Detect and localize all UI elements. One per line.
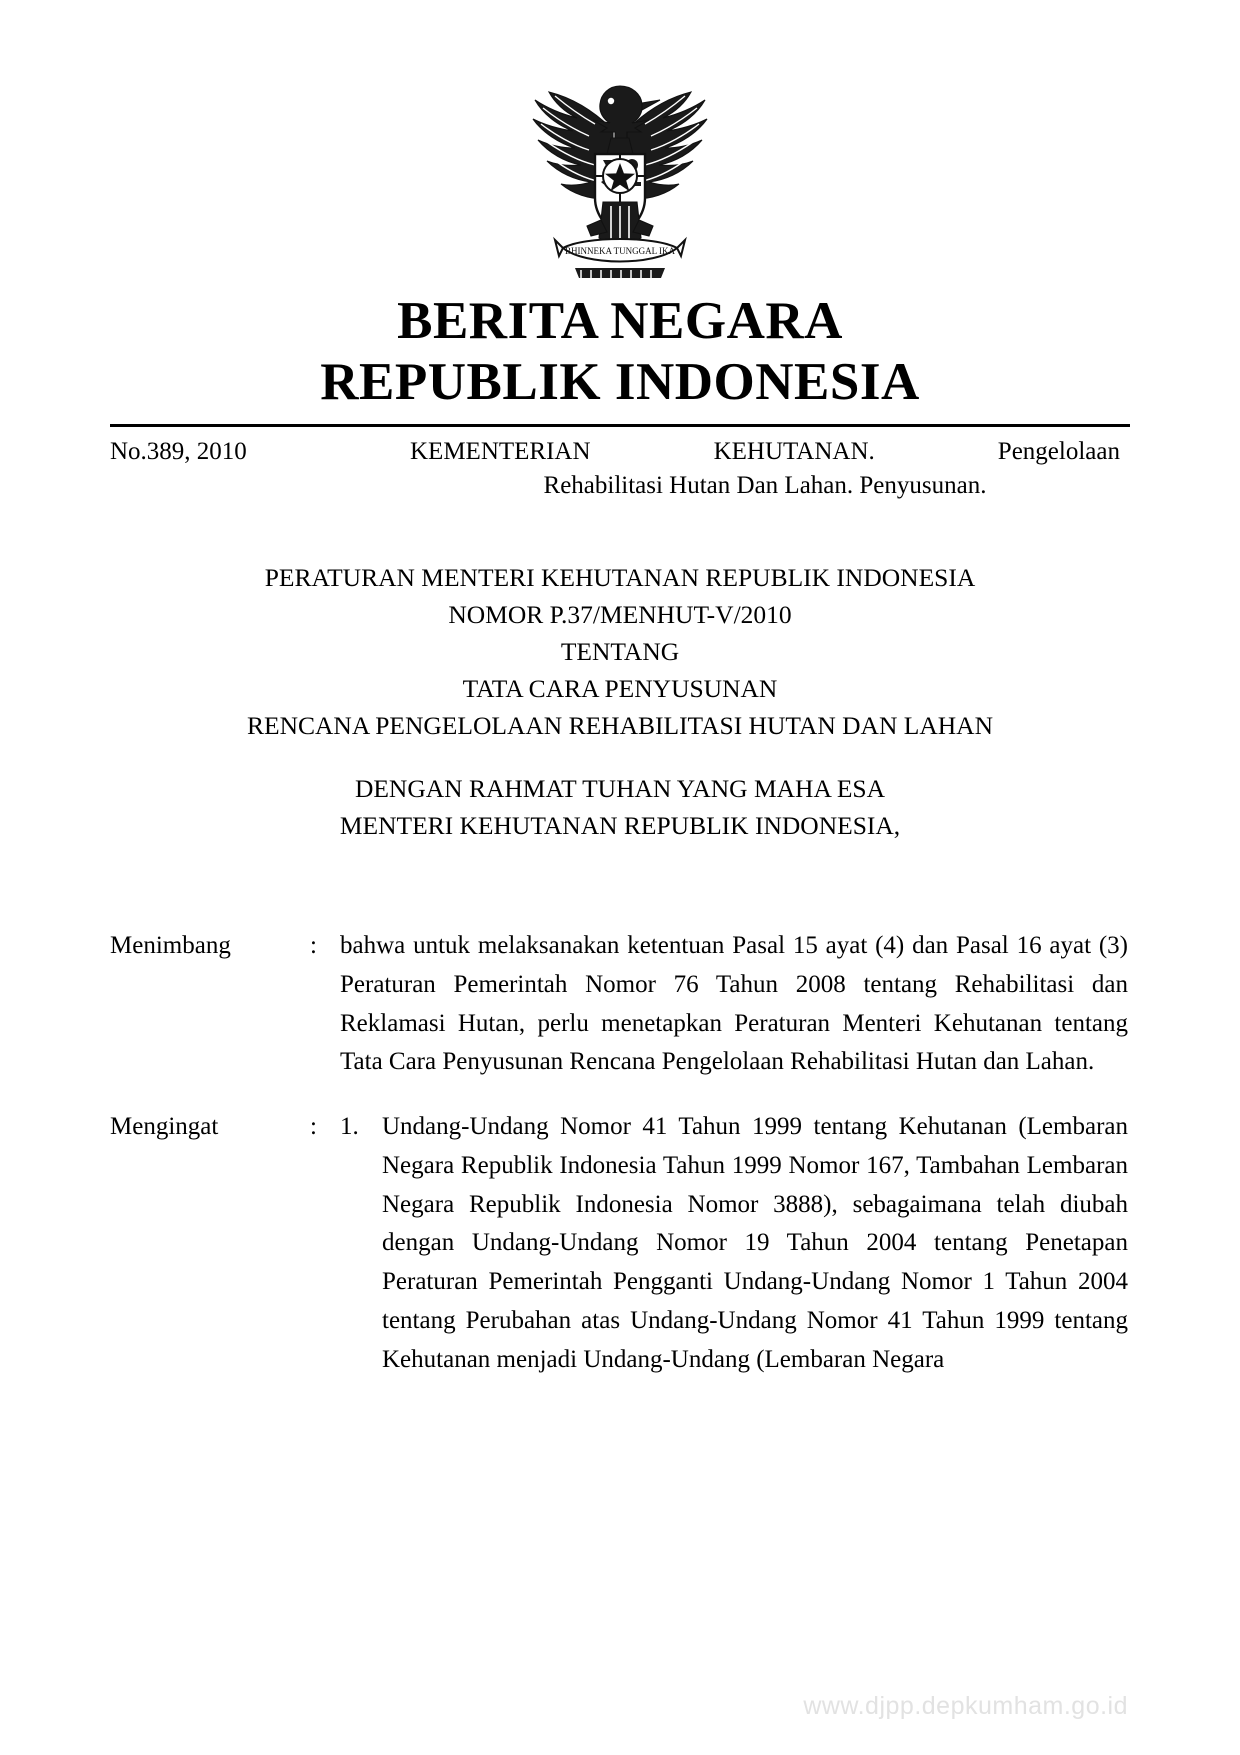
clause-label: Menimbang: [110, 932, 231, 960]
clause-text: bahwa untuk melaksanakan ketentuan Pasal 15 ayat (4) dan Pasal 16 ayat (3) Peraturan Pemerintah Nomor 76 Tahun 2008 tentang Rehabilitasi dan Reklamasi Hutan, perlu menetapkan Peraturan Menteri Kehutanan tentang Tata Cara Penyusunan Rencana Pengelolaan Rehabilitasi Hutan dan Lahan.: [340, 932, 1128, 1076]
emblem-container: [110, 70, 1130, 285]
list-item: [340, 1108, 1128, 1379]
title-line-5: RENCANA PENGELOLAAN REHABILITASI HUTAN DAN LAHAN: [247, 711, 993, 741]
clause-list: [110, 927, 1130, 1379]
masthead: [110, 291, 1130, 414]
issue-line: [110, 435, 1130, 503]
title-line-1: PERATURAN MENTERI KEHUTANAN REPUBLIK INDONESIA: [264, 563, 976, 593]
clause-label: Mengingat: [110, 1113, 219, 1141]
title-line-2: NOMOR P.37/MENHUT-V/2010: [448, 600, 792, 630]
issue-description-line-2: Rehabilitasi Hutan Dan Lahan. Penyusunan.: [543, 471, 987, 499]
list-item-number: 1.: [340, 1113, 359, 1141]
svg-text:BHINNEKA TUNGGAL IKA: BHINNEKA TUNGGAL IKA: [565, 246, 675, 256]
subtitle-line-1: DENGAN RAHMAT TUHAN YANG MAHA ESA: [354, 774, 886, 804]
clause-menimbang: [110, 927, 1130, 1082]
clause-colon: :: [310, 932, 317, 960]
list-item-text: Undang-Undang Nomor 41 Tahun 1999 tentang Kehutanan (Lembaran Negara Republik Indonesia Tahun 1999 Nomor 167, Tambahan Lembaran Negara Republik Indonesia Nomor 3888), sebagaimana telah diubah dengan Undang-Undang Nomor 19 Tahun 2004 tentang Penetapan Peraturan Pemerintah Pengganti Undang-Undang Nomor 1 Tahun 2004 tentang Perubahan atas Undang-Undang Nomor 41 Tahun 1999 tentang Kehutanan menjadi Undang-Undang (Lembaran Negara: [382, 1113, 1128, 1373]
issue-number: No.389, 2010: [110, 437, 247, 465]
clause-body: [340, 1108, 1130, 1379]
title-line-3: TENTANG: [560, 637, 680, 667]
masthead-line-2: REPUBLIK INDONESIA: [320, 353, 920, 412]
title-line-4: TATA CARA PENYUSUNAN: [462, 674, 778, 704]
issue-description: [410, 435, 1130, 503]
regulation-title: [110, 560, 1130, 745]
clause-mengingat: [110, 1108, 1130, 1379]
footer-watermark: www.djpp.depkumham.go.id: [803, 1692, 1128, 1720]
issue-description-line-1: KEMENTERIAN KEHUTANAN. Pengelolaan: [410, 437, 1120, 465]
masthead-divider: [110, 424, 1130, 427]
regulation-subtitle: [110, 771, 1130, 845]
subtitle-line-2: MENTERI KEHUTANAN REPUBLIK INDONESIA,: [339, 811, 901, 841]
clause-colon: :: [310, 1113, 317, 1141]
title-spacer: [110, 745, 1130, 771]
masthead-line-1: BERITA NEGARA: [397, 292, 843, 350]
garuda-pancasila-icon: [515, 70, 725, 280]
